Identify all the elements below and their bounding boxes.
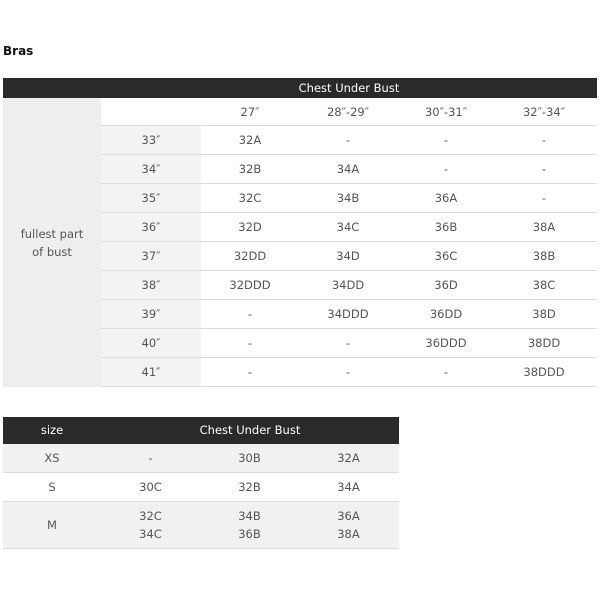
table-row bbox=[101, 213, 597, 242]
row-group-label bbox=[3, 225, 101, 261]
table-row bbox=[101, 358, 597, 387]
table-grid bbox=[101, 98, 597, 387]
table-cell: 34A bbox=[337, 480, 360, 494]
row-group-label-line: fullest part bbox=[20, 227, 84, 241]
table-cell: 32DD bbox=[233, 249, 267, 263]
table-cell: - bbox=[247, 365, 253, 379]
row-size: XS bbox=[44, 451, 60, 465]
table-cell: 34B bbox=[336, 191, 360, 205]
cell-value: 34C bbox=[139, 527, 162, 541]
table-cell: 32C bbox=[238, 191, 262, 205]
table-cell: 30B bbox=[238, 451, 261, 465]
table-cell bbox=[299, 502, 398, 548]
table-row bbox=[3, 444, 399, 473]
row-size: 40″ bbox=[101, 329, 201, 357]
table-cell: 36D bbox=[434, 278, 458, 292]
row-group-label-line: of bust bbox=[32, 245, 72, 259]
page-title: Bras bbox=[3, 44, 34, 58]
table-cell bbox=[101, 502, 200, 548]
row-size: 37″ bbox=[101, 242, 201, 270]
table-cell: 36B bbox=[434, 220, 458, 234]
table-cell: 34DDD bbox=[327, 307, 369, 321]
table-cell: 32B bbox=[238, 480, 261, 494]
row-size: 41″ bbox=[101, 358, 201, 386]
table-row bbox=[101, 271, 597, 300]
table-row bbox=[101, 242, 597, 271]
table-row bbox=[101, 300, 597, 329]
table-row bbox=[101, 155, 597, 184]
row-size: 38″ bbox=[101, 271, 201, 299]
table-cell: 36A bbox=[434, 191, 458, 205]
column-header: 30″-31″ bbox=[424, 105, 467, 119]
table-header bbox=[3, 417, 399, 444]
table-cell: 32B bbox=[238, 162, 262, 176]
table-cell: - bbox=[345, 365, 351, 379]
row-size: 33″ bbox=[101, 126, 201, 154]
header-chest-under-bust: Chest Under Bust bbox=[199, 423, 301, 437]
bra-size-table bbox=[3, 78, 597, 387]
column-header: 32″-34″ bbox=[522, 105, 565, 119]
table-cell: 32DDD bbox=[229, 278, 271, 292]
column-header-blank bbox=[101, 98, 201, 125]
cell-value: 36B bbox=[238, 527, 261, 541]
cell-value: 32C bbox=[139, 509, 162, 523]
table-cell: 34DD bbox=[331, 278, 365, 292]
table-cell: 38A bbox=[532, 220, 556, 234]
table-cell: 32A bbox=[238, 133, 262, 147]
table-cell: 38D bbox=[532, 307, 556, 321]
column-header: 28″-29″ bbox=[326, 105, 369, 119]
row-size: M bbox=[47, 518, 57, 532]
table-cell: 38DDD bbox=[523, 365, 565, 379]
table-cell: - bbox=[541, 133, 547, 147]
row-size: S bbox=[48, 480, 56, 494]
table-cell: - bbox=[443, 162, 449, 176]
row-group-label-cell bbox=[3, 98, 101, 387]
table-cell: - bbox=[148, 451, 153, 465]
table-cell: 34A bbox=[336, 162, 360, 176]
cell-value: 36A bbox=[337, 509, 360, 523]
table-cell: - bbox=[443, 133, 449, 147]
table-cell: 30C bbox=[139, 480, 162, 494]
table-cell: 38DD bbox=[527, 336, 561, 350]
table-row bbox=[101, 329, 597, 358]
table-cell: - bbox=[443, 365, 449, 379]
table-cell: 38C bbox=[532, 278, 556, 292]
cell-value: 34B bbox=[238, 509, 261, 523]
table-cell: 32A bbox=[337, 451, 360, 465]
table-row bbox=[3, 473, 399, 502]
table-cell: 32D bbox=[238, 220, 262, 234]
cell-value: 38A bbox=[337, 527, 360, 541]
table-header-chest-under-bust: Chest Under Bust bbox=[3, 78, 597, 98]
column-header-row bbox=[101, 98, 597, 126]
table-cell: 36C bbox=[434, 249, 458, 263]
table-cell: - bbox=[345, 133, 351, 147]
table-cell: - bbox=[247, 307, 253, 321]
table-cell: - bbox=[541, 191, 547, 205]
table-cell: - bbox=[345, 336, 351, 350]
column-header: 27″ bbox=[240, 105, 260, 119]
table-cell: - bbox=[541, 162, 547, 176]
table-cell: 38B bbox=[532, 249, 556, 263]
table-cell: 36DDD bbox=[425, 336, 467, 350]
table-row bbox=[101, 184, 597, 213]
row-size: 39″ bbox=[101, 300, 201, 328]
row-size: 34″ bbox=[101, 155, 201, 183]
table-cell: 36DD bbox=[429, 307, 463, 321]
table-cell: 34D bbox=[336, 249, 360, 263]
table-row bbox=[101, 126, 597, 155]
table-cell: 34C bbox=[336, 220, 360, 234]
row-size: 36″ bbox=[101, 213, 201, 241]
table-row bbox=[3, 502, 399, 549]
header-size: size bbox=[40, 423, 64, 437]
table-cell bbox=[200, 502, 299, 548]
row-size: 35″ bbox=[101, 184, 201, 212]
size-chart-table bbox=[3, 417, 399, 549]
table-cell: - bbox=[247, 336, 253, 350]
